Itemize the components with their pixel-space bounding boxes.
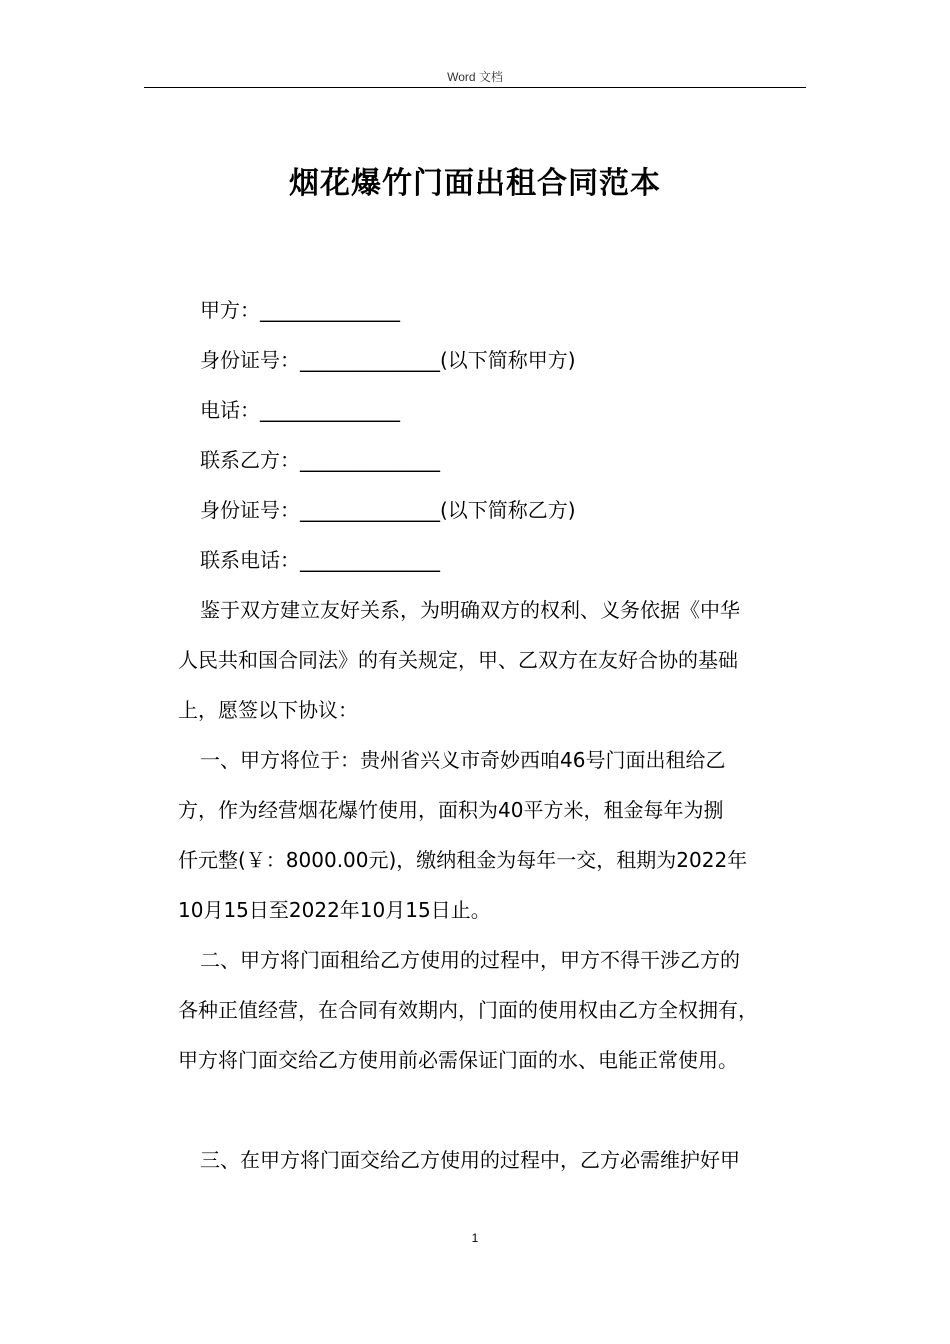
clause-1-line: 方，作为经营烟花爆竹使用，面积为40平方米，租金每年为捌 [178,798,724,822]
party-a-phone-line: 电话：______________ [200,398,400,422]
clause-1-line: 10月15日至2022年10月15日止。 [178,898,491,922]
party-b-id-line: 身份证号：______________(以下简称乙方) [200,498,576,522]
clause-3-line: 三、在甲方将门面交给乙方使用的过程中，乙方必需维护好甲 [200,1148,740,1172]
party-b-phone-line: 联系电话：______________ [200,548,440,572]
preamble-line: 鉴于双方建立友好关系，为明确双方的权利、义务依据《中华 [200,598,740,622]
preamble-line: 人民共和国合同法》的有关规定，甲、乙双方在友好合协的基础 [178,648,738,672]
party-b-line: 联系乙方：______________ [200,448,440,472]
clause-1-line: 一、甲方将位于：贵州省兴义市奇妙西咱46号门面出租给乙 [200,748,726,772]
preamble-line: 上，愿签以下协议： [178,698,358,722]
party-a-id-line: 身份证号：______________(以下简称甲方) [200,348,576,372]
header-label: Word 文档 [447,70,503,84]
clause-2-line: 二、甲方将门面租给乙方使用的过程中，甲方不得干涉乙方的 [200,948,740,972]
clause-2-line: 甲方将门面交给乙方使用前必需保证门面的水、电能正常使用。 [178,1048,738,1072]
party-a-line: 甲方：______________ [200,298,400,322]
clause-2-line: 各种正值经营，在合同有效期内，门面的使用权由乙方全权拥有， [178,998,758,1022]
document-title: 烟花爆竹门面出租合同范本 [289,166,661,201]
header-divider [144,87,806,88]
page-number: 1 [471,1231,479,1245]
clause-1-line: 仟元整(￥：8000.00元)，缴纳租金为每年一交，租期为2022年 [178,848,748,872]
